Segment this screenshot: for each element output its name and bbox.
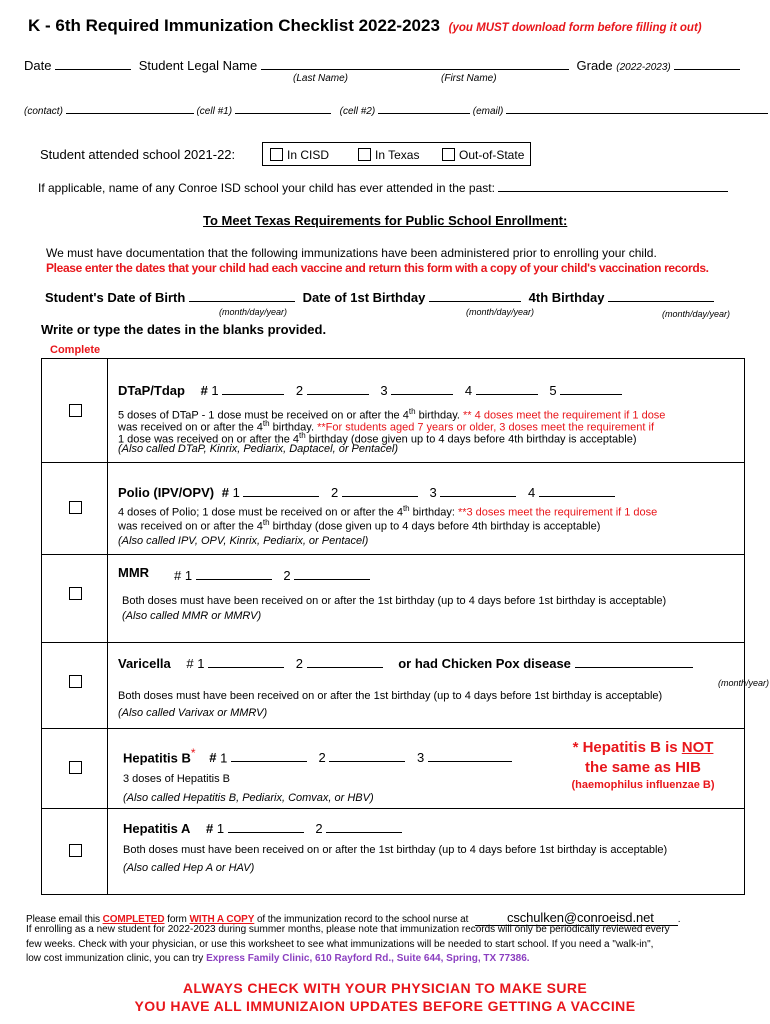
instructions: Write or type the dates in the blanks provided. xyxy=(41,322,327,337)
birth-row xyxy=(45,290,714,305)
first-bday-label: Date of 1st Birthday xyxy=(302,290,426,305)
hash: # xyxy=(209,750,217,766)
hash: # xyxy=(174,568,182,583)
varicella-desc: Both doses must have been received on or after the 1st birthday (up to 4 days before 1st birthday is acceptable) xyxy=(118,690,663,702)
hepa-name: Hepatitis A xyxy=(123,821,191,836)
dtap-dose-1-field[interactable] xyxy=(222,383,284,395)
title-note: (you MUST download form before filling it out) xyxy=(448,22,702,34)
dose-num: 1 xyxy=(216,821,225,836)
dose-num: 2 xyxy=(315,821,323,836)
dose-num: 1 xyxy=(232,485,240,500)
grade-year: (2022-2023) xyxy=(616,62,671,73)
polio-also: (Also called IPV, OPV, Kinrix, Pediarix, or Pentacel) xyxy=(118,535,369,547)
mmr-also: (Also called MMR or MMRV) xyxy=(122,610,262,622)
option-label: In CISD xyxy=(287,148,330,162)
contact-label: (contact) xyxy=(24,106,63,117)
desc-red: **For students aged 7 years or older, 3 doses meet the requirement if xyxy=(317,421,655,434)
polio-dose-3-field[interactable] xyxy=(440,485,516,497)
varicella-dose-1-field[interactable] xyxy=(208,656,284,668)
footer-text: low cost immunization clinic, you can try xyxy=(26,953,207,964)
hepb-dose-3-field[interactable] xyxy=(428,750,512,762)
mmr-doses xyxy=(174,568,370,583)
hepa-complete-checkbox[interactable] xyxy=(69,844,82,857)
requirements-line1: We must have documentation that the following immunizations have been administered prior to enrolling your child. xyxy=(46,246,657,260)
polio-dose-1-field[interactable] xyxy=(243,485,319,497)
past-school-label: If applicable, name of any Conroe ISD school your child has ever attended in the past: xyxy=(38,181,495,195)
hash: # xyxy=(186,656,194,671)
option-label: Out-of-State xyxy=(459,148,525,162)
dob-field[interactable] xyxy=(189,290,295,302)
hash: # xyxy=(200,383,208,398)
title-text: K - 6th Required Immunization Checklist 2022-2023 xyxy=(28,16,440,35)
footer-line-4 xyxy=(26,953,530,964)
desc-text: was received on or after the 4 xyxy=(118,421,263,434)
desc-text: 5 doses of DTaP - 1 dose must be received on or after the 4 xyxy=(118,409,409,422)
cell1-label: (cell #1) xyxy=(196,106,233,117)
footer-text: Please email this xyxy=(26,914,103,925)
option-in-texas[interactable] xyxy=(358,148,419,162)
polio-desc-1 xyxy=(118,504,657,519)
vaccine-row-hepb xyxy=(42,729,745,809)
hash: # xyxy=(206,821,214,836)
past-school-row xyxy=(38,180,728,195)
sup: th xyxy=(262,419,270,428)
dob-label: Student's Date of Birth xyxy=(45,290,186,305)
vaccine-table xyxy=(41,358,770,895)
fourth-bday-field[interactable] xyxy=(608,290,714,302)
footer-line-3: few weeks. Check with your physician, or use this worksheet to see what immunizations will be needed to start school. If you need a "walk-in", xyxy=(26,939,654,950)
hepa-dose-1-field[interactable] xyxy=(228,821,304,833)
first-name-caption: (First Name) xyxy=(441,73,497,84)
date-field[interactable] xyxy=(55,58,131,70)
desc-text: birthday (dose given up to 4 days before 4th birthday is acceptable) xyxy=(305,433,637,446)
desc-text: was received on or after the 4 xyxy=(118,520,263,533)
desc-text: birthday. xyxy=(415,409,464,422)
hepa-also: (Also called Hep A or HAV) xyxy=(123,862,255,874)
footer-line-2: If enrolling as a new student for 2022-2023 during summer months, please note that immunization records will only be periodically reviewed every xyxy=(26,924,670,935)
note-text: * Hepatitis B is xyxy=(572,739,682,756)
hepb-doses xyxy=(123,746,512,765)
dose-num: 4 xyxy=(528,485,536,500)
hepb-star: * xyxy=(190,746,196,760)
fourth-bday-format: (month/day/year) xyxy=(662,309,731,319)
desc-text: birthday (dose given up to 4 days before 4th birthday is acceptable) xyxy=(269,520,601,533)
checkbox[interactable] xyxy=(442,148,455,161)
student-name-label: Student Legal Name xyxy=(138,58,258,73)
attended-label: Student attended school 2021-22: xyxy=(40,147,236,162)
sup: th xyxy=(408,407,416,416)
mmr-desc: Both doses must have been received on or after the 1st birthday (up to 4 days before 1st birthday is acceptable) xyxy=(122,595,667,607)
dtap-dose-4-field[interactable] xyxy=(476,383,538,395)
dose-num: 2 xyxy=(295,656,303,671)
student-info-row xyxy=(24,58,740,73)
dtap-dose-5-field[interactable] xyxy=(560,383,622,395)
dose-num: 2 xyxy=(283,568,291,583)
dose-num: 1 xyxy=(220,750,228,766)
date-label: Date xyxy=(24,58,52,73)
first-bday-format: (month/day/year) xyxy=(466,307,535,317)
hepb-dose-2-field[interactable] xyxy=(329,750,405,762)
sup: th xyxy=(402,504,410,513)
hepb-also: (Also called Hepatitis B, Pediarix, Comvax, or HBV) xyxy=(123,792,374,804)
chickenpox-label: or had Chicken Pox disease xyxy=(398,656,571,671)
checkbox[interactable] xyxy=(358,148,371,161)
mmr-dose-2-field[interactable] xyxy=(294,568,370,580)
dose-num: 2 xyxy=(295,383,304,398)
dtap-dose-3-field[interactable] xyxy=(391,383,453,395)
polio-complete-checkbox[interactable] xyxy=(69,501,82,514)
desc-red: ** 4 doses meet the requirement if 1 dose xyxy=(463,409,666,422)
option-label: In Texas xyxy=(375,148,420,162)
dose-num: 2 xyxy=(331,485,339,500)
contact-field[interactable] xyxy=(66,104,194,114)
varicella-dose-2-field[interactable] xyxy=(307,656,383,668)
chickenpox-format: (month/year) xyxy=(718,678,770,688)
requirements-line2: Please enter the dates that your child had each vaccine and return this form with a copy of your child's vaccination records. xyxy=(46,261,709,275)
footer-text: form xyxy=(164,914,190,925)
vaccine-row-varicella xyxy=(42,643,745,729)
cell2-field[interactable] xyxy=(378,104,470,114)
dose-num: 3 xyxy=(380,383,388,398)
dob-format: (month/day/year) xyxy=(219,307,288,317)
first-bday-field[interactable] xyxy=(429,290,521,302)
mmr-name-wrap xyxy=(118,565,149,580)
polio-doses xyxy=(118,485,615,500)
dtap-name: DTaP/Tdap xyxy=(118,383,185,398)
checkbox[interactable] xyxy=(270,148,283,161)
dtap-also: (Also called DTaP, Kinrix, Pediarix, Daptacel, or Pentacel) xyxy=(118,443,399,455)
polio-desc-2 xyxy=(118,518,600,533)
vaccine-row-dtap xyxy=(42,359,745,463)
varicella-complete-checkbox[interactable] xyxy=(69,675,82,688)
hepa-doses xyxy=(123,821,402,836)
dose-num: 3 xyxy=(417,750,425,766)
desc-text: birthday. xyxy=(269,421,318,434)
dose-num: 5 xyxy=(549,383,557,398)
grade-field[interactable] xyxy=(674,58,740,70)
dtap-dose-2-field[interactable] xyxy=(307,383,369,395)
mmr-name: MMR xyxy=(118,565,150,580)
completed-label: COMPLETED xyxy=(102,914,165,925)
vaccine-row-polio xyxy=(42,463,745,555)
cell1-field[interactable] xyxy=(235,104,331,114)
desc-text: 4 doses of Polio; 1 dose must be received on or after the 4 xyxy=(118,506,403,519)
past-school-field[interactable] xyxy=(498,180,728,192)
polio-dose-4-field[interactable] xyxy=(539,485,615,497)
desc-text: 1 dose was received on or after the 4 xyxy=(118,433,299,446)
note-not: NOT xyxy=(681,739,714,756)
hash: # xyxy=(221,485,229,500)
hepb-note xyxy=(548,739,738,791)
mmr-complete-checkbox[interactable] xyxy=(69,587,82,600)
complete-label: Complete xyxy=(50,344,101,356)
dtap-doses xyxy=(118,383,622,398)
polio-name: Polio (IPV/OPV) xyxy=(118,485,215,500)
warning-line-2: YOU HAVE ALL IMMUNIZAION UPDATES BEFORE GETTING A VACCINE xyxy=(134,998,636,1014)
dose-num: 1 xyxy=(184,568,193,583)
mmr-dose-1-field[interactable] xyxy=(196,568,272,580)
dose-num: 3 xyxy=(429,485,437,500)
varicella-also: (Also called Varivax or MMRV) xyxy=(118,707,268,719)
varicella-name: Varicella xyxy=(118,656,171,671)
student-name-field[interactable] xyxy=(261,58,569,70)
email-field[interactable] xyxy=(506,104,768,114)
requirements-heading: To Meet Texas Requirements for Public School Enrollment: xyxy=(203,213,568,228)
cell2-label: (cell #2) xyxy=(339,106,376,117)
email-label: (email) xyxy=(472,106,504,117)
hepb-dose-1-field[interactable] xyxy=(231,750,307,762)
dose-num: 4 xyxy=(464,383,473,398)
footer-text: of the immunization record to the school nurse at xyxy=(254,914,469,925)
grade-label: Grade xyxy=(576,58,613,73)
hepa-dose-2-field[interactable] xyxy=(326,821,402,833)
hepb-name: Hepatitis B xyxy=(123,750,191,766)
clinic-address: Express Family Clinic, 610 Rayford Rd., Suite 644, Spring, TX 77386. xyxy=(206,953,530,964)
vaccine-row-mmr xyxy=(42,555,745,643)
nurse-email[interactable]: cschulken@conroeisd.net xyxy=(475,910,678,926)
hepb-desc: 3 doses of Hepatitis B xyxy=(123,773,231,785)
note-text: (haemophilus influenzae B) xyxy=(571,779,715,791)
footer-text: . xyxy=(677,914,681,925)
dose-num: 1 xyxy=(197,656,205,671)
varicella-doses xyxy=(118,656,693,671)
sup: th xyxy=(299,431,306,440)
desc-red: **3 doses meet the requirement if 1 dose xyxy=(457,506,658,519)
fourth-bday-label: 4th Birthday xyxy=(528,290,605,305)
dose-num: 1 xyxy=(211,383,219,398)
with-copy-label: WITH A COPY xyxy=(189,914,255,925)
desc-text: birthday: xyxy=(409,506,458,519)
last-name-caption: (Last Name) xyxy=(293,73,349,84)
option-out-of-state[interactable] xyxy=(442,148,524,162)
contact-row xyxy=(24,104,768,117)
dose-num: 2 xyxy=(318,750,326,766)
note-text: the same as HIB xyxy=(585,759,701,776)
polio-dose-2-field[interactable] xyxy=(342,485,418,497)
hepb-complete-checkbox[interactable] xyxy=(69,761,82,774)
hepa-desc: Both doses must have been received on or after the 1st birthday (up to 4 days before 1st birthday is acceptable) xyxy=(123,844,668,856)
option-in-cisd[interactable] xyxy=(270,148,329,162)
dtap-complete-checkbox[interactable] xyxy=(69,404,82,417)
warning-line-1: ALWAYS CHECK WITH YOUR PHYSICIAN TO MAKE SURE xyxy=(182,980,588,996)
vaccine-row-hepa xyxy=(42,809,745,895)
page-title xyxy=(28,16,702,36)
chickenpox-date-field[interactable] xyxy=(575,656,693,668)
sup: th xyxy=(262,518,270,527)
